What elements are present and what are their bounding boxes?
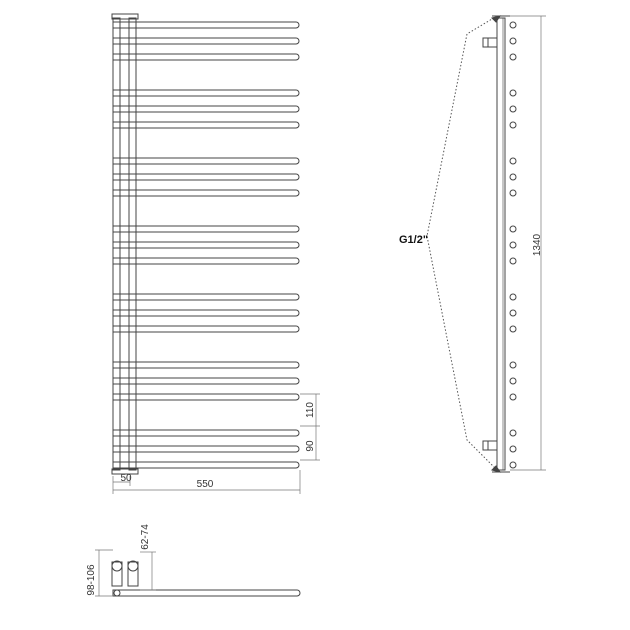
tube bbox=[113, 158, 299, 164]
tube-end bbox=[510, 90, 516, 96]
tube-end bbox=[510, 294, 516, 300]
tube bbox=[113, 54, 299, 60]
valve-right bbox=[128, 562, 138, 586]
tube-end bbox=[510, 174, 516, 180]
tube bbox=[113, 174, 299, 180]
tube-end bbox=[510, 54, 516, 60]
thread-label: G1/2" bbox=[399, 234, 429, 246]
side-view bbox=[427, 16, 516, 472]
wall-outline bbox=[427, 16, 497, 470]
tube-end bbox=[510, 158, 516, 164]
tube-end bbox=[510, 38, 516, 44]
top-view bbox=[112, 561, 300, 596]
tube-end bbox=[510, 378, 516, 384]
tube bbox=[113, 242, 299, 248]
tube-end bbox=[510, 394, 516, 400]
tube bbox=[113, 38, 299, 44]
tube-end bbox=[510, 190, 516, 196]
tube bbox=[113, 362, 299, 368]
tube bbox=[113, 462, 299, 468]
tube bbox=[113, 326, 299, 332]
tube bbox=[113, 226, 299, 232]
valve-left bbox=[112, 562, 122, 586]
dim-tube-spacing: 110 bbox=[305, 402, 316, 418]
front-view bbox=[112, 14, 299, 474]
tube bbox=[113, 90, 299, 96]
dim-tube-pitch: 90 bbox=[305, 440, 316, 452]
tube-end bbox=[510, 326, 516, 332]
tube-end bbox=[510, 226, 516, 232]
tube-end bbox=[510, 430, 516, 436]
tube bbox=[113, 394, 299, 400]
tube-end bbox=[510, 462, 516, 468]
tube bbox=[113, 294, 299, 300]
tube-end bbox=[510, 122, 516, 128]
tube-end bbox=[510, 22, 516, 28]
tube-end bbox=[510, 242, 516, 248]
collector-pipe-left bbox=[113, 18, 120, 470]
tube bbox=[113, 190, 299, 196]
bracket-bottom bbox=[483, 441, 497, 450]
dim-side-offset-b: 98-106 bbox=[86, 564, 97, 596]
tube-end bbox=[510, 258, 516, 264]
tube bbox=[113, 122, 299, 128]
collector-pipe-right bbox=[129, 18, 136, 470]
tube-end bbox=[510, 106, 516, 112]
dim-height: 1340 bbox=[532, 233, 543, 257]
dim-pipe-offset: 50 bbox=[120, 473, 132, 484]
tube-end bbox=[510, 310, 516, 316]
tube bbox=[113, 378, 299, 384]
tube bbox=[113, 106, 299, 112]
top-tube bbox=[113, 590, 300, 596]
side-collector-pipe bbox=[497, 18, 505, 470]
top-dimensions bbox=[95, 550, 156, 596]
tube-set bbox=[113, 22, 299, 468]
tube-end-set bbox=[510, 22, 516, 468]
tube bbox=[113, 22, 299, 28]
tube bbox=[113, 446, 299, 452]
front-dimensions bbox=[113, 394, 320, 494]
tube-end bbox=[510, 362, 516, 368]
tube bbox=[113, 430, 299, 436]
dim-side-offset-a: 62-74 bbox=[140, 524, 151, 550]
tube bbox=[113, 310, 299, 316]
tube-end bbox=[510, 446, 516, 452]
bracket-top bbox=[483, 38, 497, 47]
dim-width: 550 bbox=[196, 479, 214, 490]
tube bbox=[113, 258, 299, 264]
